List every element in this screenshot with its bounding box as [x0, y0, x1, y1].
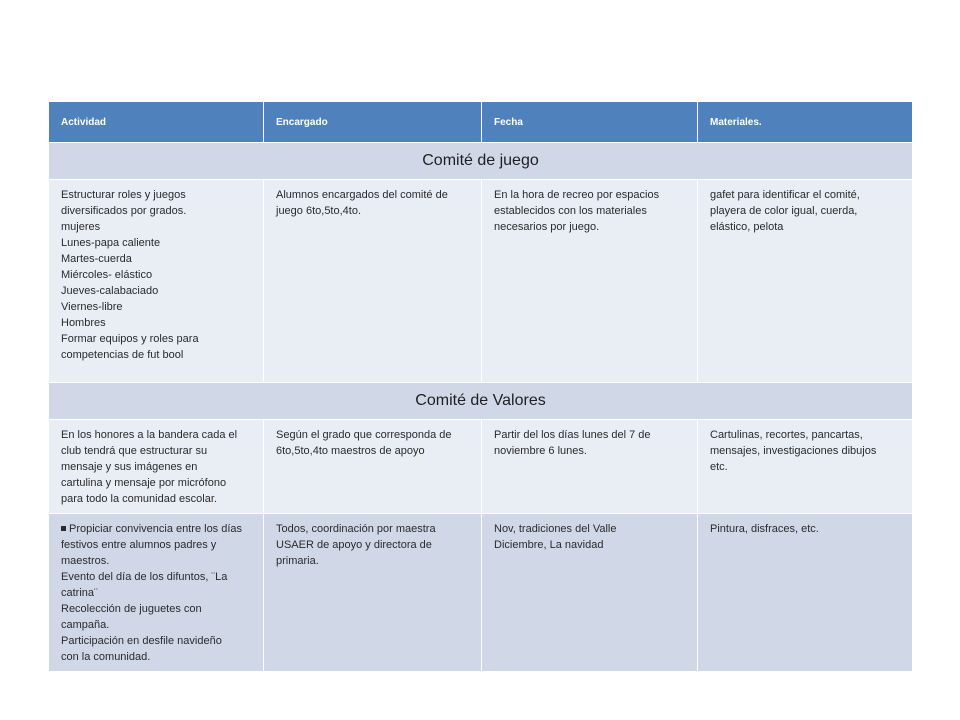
cell-fecha [482, 514, 698, 672]
cell-line: diversificados por grados. [61, 205, 187, 217]
cell-line: noviembre 6 lunes. [494, 445, 587, 457]
cell-fecha [482, 180, 698, 383]
header-materiales: Materiales. [698, 102, 913, 143]
activities-table-container [48, 101, 912, 672]
cell-line: primaria. [276, 555, 319, 567]
cell-line: mujeres [61, 221, 101, 233]
header-fecha: Fecha [482, 102, 698, 143]
cell-line: Diciembre, La navidad [494, 539, 604, 551]
cell-line: Martes-cuerda [61, 253, 132, 265]
cell-line [61, 521, 253, 537]
cell-line: cartulina y mensaje por micrófono [61, 477, 227, 489]
cell-encargado [264, 514, 482, 672]
cell-line: elástico, pelota [710, 221, 784, 233]
cell-line: establecidos con los materiales [494, 205, 647, 217]
cell-line: Evento del día de los difuntos, ¨La [61, 571, 228, 583]
cell-line: maestros. [61, 555, 110, 567]
cell-line: competencias de fut bool [61, 349, 184, 361]
cell-line: Lunes-papa caliente [61, 237, 161, 249]
table-row [49, 420, 913, 514]
cell-line: club tendrá que estructurar su [61, 445, 208, 457]
header-actividad: Actividad [49, 102, 264, 143]
section-title-comite-valores: Comité de Valores [49, 383, 913, 420]
cell-materiales [698, 180, 913, 383]
square-bullet-icon [61, 526, 66, 531]
cell-materiales [698, 420, 913, 514]
cell-actividad [49, 514, 264, 672]
cell-line: Todos, coordinación por maestra [276, 523, 436, 535]
cell-encargado [264, 420, 482, 514]
header-encargado: Encargado [264, 102, 482, 143]
cell-line: Nov, tradiciones del Valle [494, 523, 617, 535]
section-row-comite-juego [49, 143, 913, 180]
cell-line: Estructurar roles y juegos [61, 189, 186, 201]
cell-line: Jueves-calabaciado [61, 285, 159, 297]
cell-line: USAER de apoyo y directora de [276, 539, 432, 551]
cell-line: Cartulinas, recortes, pancartas, [710, 429, 863, 441]
cell-line: 6to,5to,4to maestros de apoyo [276, 445, 425, 457]
cell-line: Hombres [61, 317, 106, 329]
cell-line: con la comunidad. [61, 651, 151, 663]
cell-line: festivos entre alumnos padres y [61, 539, 217, 551]
table-row [49, 180, 913, 383]
cell-line: Viernes-libre [61, 301, 123, 313]
cell-line: juego 6to,5to,4to. [276, 205, 362, 217]
cell-encargado [264, 180, 482, 383]
cell-materiales [698, 514, 913, 672]
cell-line-text: Propiciar convivencia entre los días [69, 523, 243, 535]
cell-line: Formar equipos y roles para [61, 333, 199, 345]
cell-line: gafet para identificar el comité, [710, 189, 860, 201]
cell-actividad [49, 420, 264, 514]
cell-line: En los honores a la bandera cada el [61, 429, 238, 441]
cell-line: catrina¨ [61, 587, 98, 599]
activities-table [48, 101, 913, 672]
cell-line: Pintura, disfraces, etc. [710, 523, 819, 535]
cell-line: campaña. [61, 619, 110, 631]
cell-line: etc. [710, 461, 728, 473]
table-row [49, 514, 913, 672]
cell-line: playera de color igual, cuerda, [710, 205, 858, 217]
cell-line: Miércoles- elástico [61, 269, 153, 281]
cell-line: Partir del los días lunes del 7 de [494, 429, 651, 441]
table-header-row [49, 102, 913, 143]
cell-fecha [482, 420, 698, 514]
cell-line: mensajes, investigaciones dibujos [710, 445, 877, 457]
cell-line: para todo la comunidad escolar. [61, 493, 217, 505]
cell-actividad [49, 180, 264, 383]
section-row-comite-valores [49, 383, 913, 420]
cell-line: necesarios por juego. [494, 221, 600, 233]
cell-line: Participación en desfile navideño [61, 635, 222, 647]
cell-line: Alumnos encargados del comité de [276, 189, 448, 201]
section-title-comite-juego: Comité de juego [49, 143, 913, 180]
cell-line: Según el grado que corresponda de [276, 429, 452, 441]
cell-line: mensaje y sus imágenes en [61, 461, 198, 473]
cell-line: Recolección de juguetes con [61, 603, 202, 615]
cell-line: En la hora de recreo por espacios [494, 189, 660, 201]
